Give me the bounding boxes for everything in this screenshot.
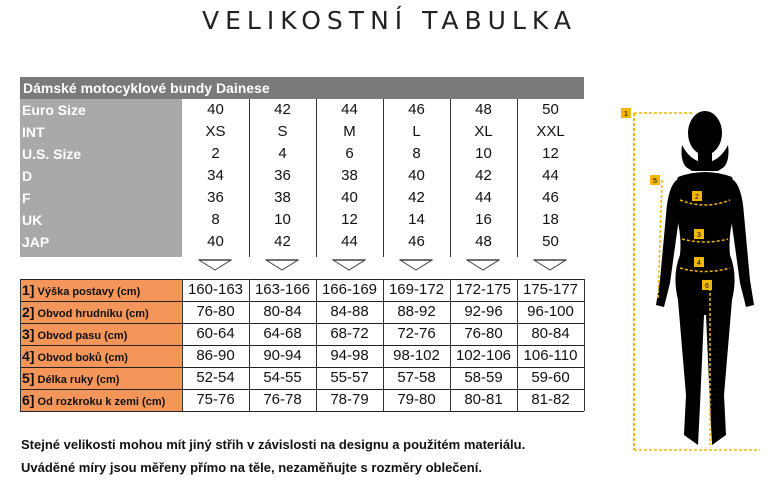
size-cell: 42 [274,101,291,118]
measure-cell: 102-106 [455,347,512,364]
size-cell: 44 [341,101,358,118]
body-silhouette-figure [620,105,770,460]
column-divider [249,99,250,257]
size-cell: 44 [542,167,559,184]
size-cell: 34 [207,167,224,184]
measure-cell: 52-54 [196,369,235,386]
female-silhouette-icon [656,111,754,445]
measure-cell: 80-84 [531,325,570,342]
size-cell: 40 [207,233,224,250]
size-row-label: F [22,190,31,206]
measure-cell: 84-88 [330,303,369,320]
measure-cell: 172-175 [455,281,512,298]
measure-cell: 80-81 [464,391,503,408]
size-cell: 14 [408,211,425,228]
size-cell: 50 [542,233,559,250]
column-divider [316,279,317,411]
measure-row-number: 4] [22,348,35,364]
size-cell: S [277,123,288,140]
measure-cell: 60-64 [196,325,235,342]
measure-row-number: 1] [22,282,35,298]
size-row-label: INT [22,124,45,140]
measure-row-text: Délka ruky (cm) [37,374,120,386]
row-divider [20,389,584,390]
size-row-label: JAP [22,234,50,250]
measure-cell: 86-90 [196,347,235,364]
measure-cell: 163-166 [254,281,311,298]
size-cell: 40 [341,189,358,206]
chevron-down-icon [466,258,500,272]
measure-cell: 78-79 [330,391,369,408]
column-divider [20,279,21,411]
column-divider [584,279,585,411]
size-row-label: U.S. Size [22,146,82,162]
measure-cell: 169-172 [388,281,445,298]
column-divider [383,99,384,257]
measure-row-text: Obvod boků (cm) [37,352,128,364]
size-cell: 36 [274,167,291,184]
measure-cell: 76-80 [464,325,503,342]
row-divider [20,367,584,368]
table-header: Dámské motocyklové bundy Dainese [20,77,584,99]
size-cell: XL [474,123,493,140]
marker-5-label: 5 [653,178,657,185]
size-cell: 44 [341,233,358,250]
note-line-1: Stejné velikosti mohou mít jiný střih v závislosti na designu a použitém materiálu. [21,437,526,452]
row-divider [20,279,584,280]
size-cell: 8 [412,145,421,162]
measure-cell: 92-96 [464,303,503,320]
size-cell: 46 [542,189,559,206]
page-title: VELIKOSTNÍ TABULKA [202,6,577,35]
measure-row-label [22,345,128,367]
measure-cell: 81-82 [531,391,570,408]
measure-row-number: 5] [22,370,35,386]
size-cell: 2 [211,145,220,162]
column-divider [316,99,317,257]
size-cell: 38 [274,189,291,206]
measure-cell: 75-76 [196,391,235,408]
measure-cell: 72-76 [397,325,436,342]
size-cell: 8 [211,211,220,228]
measure-cell: 106-110 [523,347,578,364]
size-cell: 42 [475,167,492,184]
chevron-down-icon [198,258,232,272]
chevron-down-icon [332,258,366,272]
size-cell: M [343,123,356,140]
chevron-down-icon [399,258,433,272]
column-divider [450,99,451,257]
measure-cell: 88-92 [397,303,436,320]
row-divider [20,323,584,324]
measure-row-text: Výška postavy (cm) [37,286,141,298]
size-cell: 18 [542,211,559,228]
size-cell: 4 [278,145,287,162]
size-cell: 42 [274,233,291,250]
size-cell: 12 [542,145,559,162]
size-cell: 46 [408,101,425,118]
measure-cell: 94-98 [330,347,369,364]
size-row-label: UK [22,212,43,228]
size-cell: 44 [475,189,492,206]
column-divider [517,99,518,257]
size-cell: 16 [475,211,492,228]
measure-row-number: 2] [22,304,35,320]
measure-cell: 166-169 [321,281,378,298]
size-cell: 12 [341,211,358,228]
column-divider [383,279,384,411]
measure-cell: 54-55 [263,369,302,386]
row-divider [20,411,584,412]
measure-cell: 76-78 [263,391,302,408]
measure-cell: 57-58 [397,369,436,386]
measure-cell: 59-60 [531,369,570,386]
size-cell: 10 [475,145,492,162]
measure-cell: 76-80 [196,303,235,320]
measure-cell: 96-100 [527,303,574,320]
marker-2-label: 2 [695,194,699,201]
column-divider [182,279,183,411]
measure-row-label [22,367,119,389]
measure-row-label [22,389,165,411]
size-cell: 46 [408,233,425,250]
column-divider [517,279,518,411]
marker-1-label: 1 [624,111,628,118]
measure-cell: 58-59 [464,369,503,386]
measure-cell: 160-163 [187,281,244,298]
marker-3-label: 3 [697,232,701,239]
measure-cell: 55-57 [330,369,369,386]
measure-row-label [22,323,127,345]
size-cell: 42 [408,189,425,206]
row-divider [20,345,584,346]
size-cell: XS [205,123,226,140]
measure-row-text: Obvod pasu (cm) [37,330,128,342]
measure-row-label [22,279,140,301]
size-cell: 40 [408,167,425,184]
measure-cell: 79-80 [397,391,436,408]
size-row-label: D [22,168,33,184]
row-divider [20,301,584,302]
measure-row-number: 3] [22,326,35,342]
measure-cell: 175-177 [522,281,579,298]
chevron-down-icon [533,258,567,272]
size-cell: 10 [274,211,291,228]
measure-cell: 98-102 [393,347,440,364]
measure-cell: 90-94 [263,347,302,364]
size-cell: 48 [475,101,492,118]
size-cell: 50 [542,101,559,118]
measure-row-text: Od rozkroku k zemi (cm) [37,396,166,408]
marker-4-label: 4 [697,260,701,267]
measure-row-number: 6] [22,392,35,408]
note-line-2: Uváděné míry jsou měřeny přímo na těle, nezaměňujte s rozměry oblečení. [21,460,482,475]
measure-row-label [22,301,149,323]
chevron-down-icon [265,258,299,272]
size-row-label: Euro Size [22,102,86,118]
size-cell: 48 [475,233,492,250]
marker-6-label: 6 [705,283,709,290]
measure-row-text: Obvod hrudníku (cm) [37,308,149,320]
size-cell: 36 [207,189,224,206]
measure-cell: 68-72 [330,325,369,342]
size-cell: 38 [341,167,358,184]
size-cell: L [412,123,421,140]
size-cell: 40 [207,101,224,118]
column-divider [249,279,250,411]
measure-cell: 64-68 [263,325,302,342]
column-divider [450,279,451,411]
size-cell: XXL [536,123,565,140]
size-cell: 6 [345,145,354,162]
measure-cell: 80-84 [263,303,302,320]
